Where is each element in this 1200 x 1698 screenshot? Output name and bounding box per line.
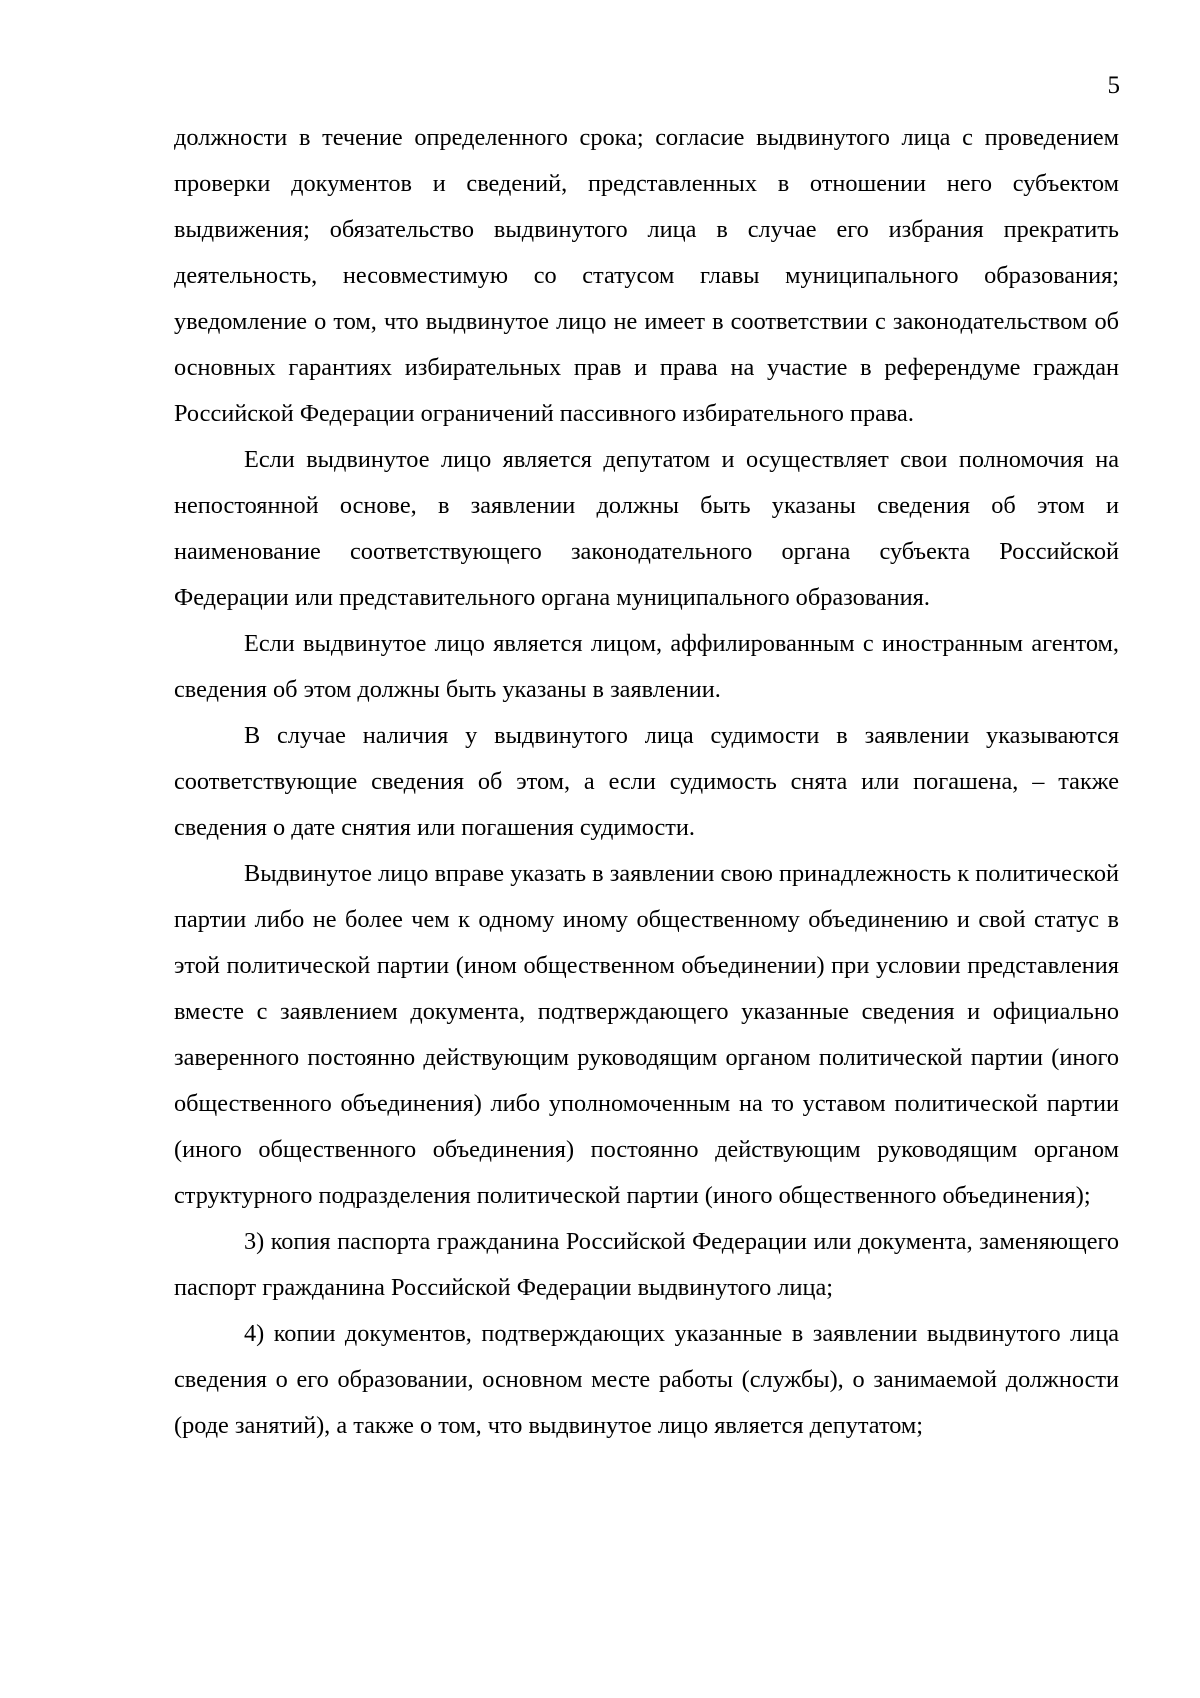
- paragraph-party-affiliation: Выдвинутое лицо вправе указать в заявлении свою принадлежность к политической партии либо не более чем к одному иному общественному объединению и свой статус в этой политической партии (ином общественном объединении) при условии представления вместе с заявлением документа, подтверждающего указанные сведения и официально заверенного постоянно действующим руководящим органом политической партии (иного общественного объединения) либо уполномоченным на то уставом политической партии (иного общественного объединения) постоянно действующим руководящим органом структурного подразделения политической партии (иного общественного объединения);: [174, 860, 1119, 1209]
- paragraph-item-4-documents: 4) копии документов, подтверждающих указанные в заявлении выдвинутого лица сведения о его образовании, основном месте работы (службы), о занимаемой должности (роде занятий), а также о том, что выдвинутое лицо является депутатом;: [174, 1320, 1119, 1439]
- document-body: [174, 115, 1119, 1449]
- page-number: 5: [1107, 72, 1120, 99]
- paragraph-criminal-record: В случае наличия у выдвинутого лица судимости в заявлении указываются соответствующие сведения об этом, а если судимость снята или погашена, – также сведения о дате снятия или погашения судимости.: [174, 722, 1119, 841]
- paragraph-item-3-passport: 3) копия паспорта гражданина Российской Федерации или документа, заменяющего паспорт гражданина Российской Федерации выдвинутого лица;: [174, 1228, 1119, 1301]
- paragraph-foreign-agent: Если выдвинутое лицо является лицом, аффилированным с иностранным агентом, сведения об этом должны быть указаны в заявлении.: [174, 630, 1119, 703]
- paragraph-continuation: должности в течение определенного срока; согласие выдвинутого лица с проведением проверки документов и сведений, представленных в отношении него субъектом выдвижения; обязательство выдвинутого лица в случае его избрания прекратить деятельность, несовместимую со статусом главы муниципального образования; уведомление о том, что выдвинутое лицо не имеет в соответствии с законодательством об основных гарантиях избирательных прав и права на участие в референдуме граждан Российской Федерации ограничений пассивного избирательного права.: [174, 124, 1119, 427]
- paragraph-deputy-info: Если выдвинутое лицо является депутатом и осуществляет свои полномочия на непостоянной основе, в заявлении должны быть указаны сведения об этом и наименование соответствующего законодательного органа субъекта Российской Федерации или представительного органа муниципального образования.: [174, 446, 1119, 611]
